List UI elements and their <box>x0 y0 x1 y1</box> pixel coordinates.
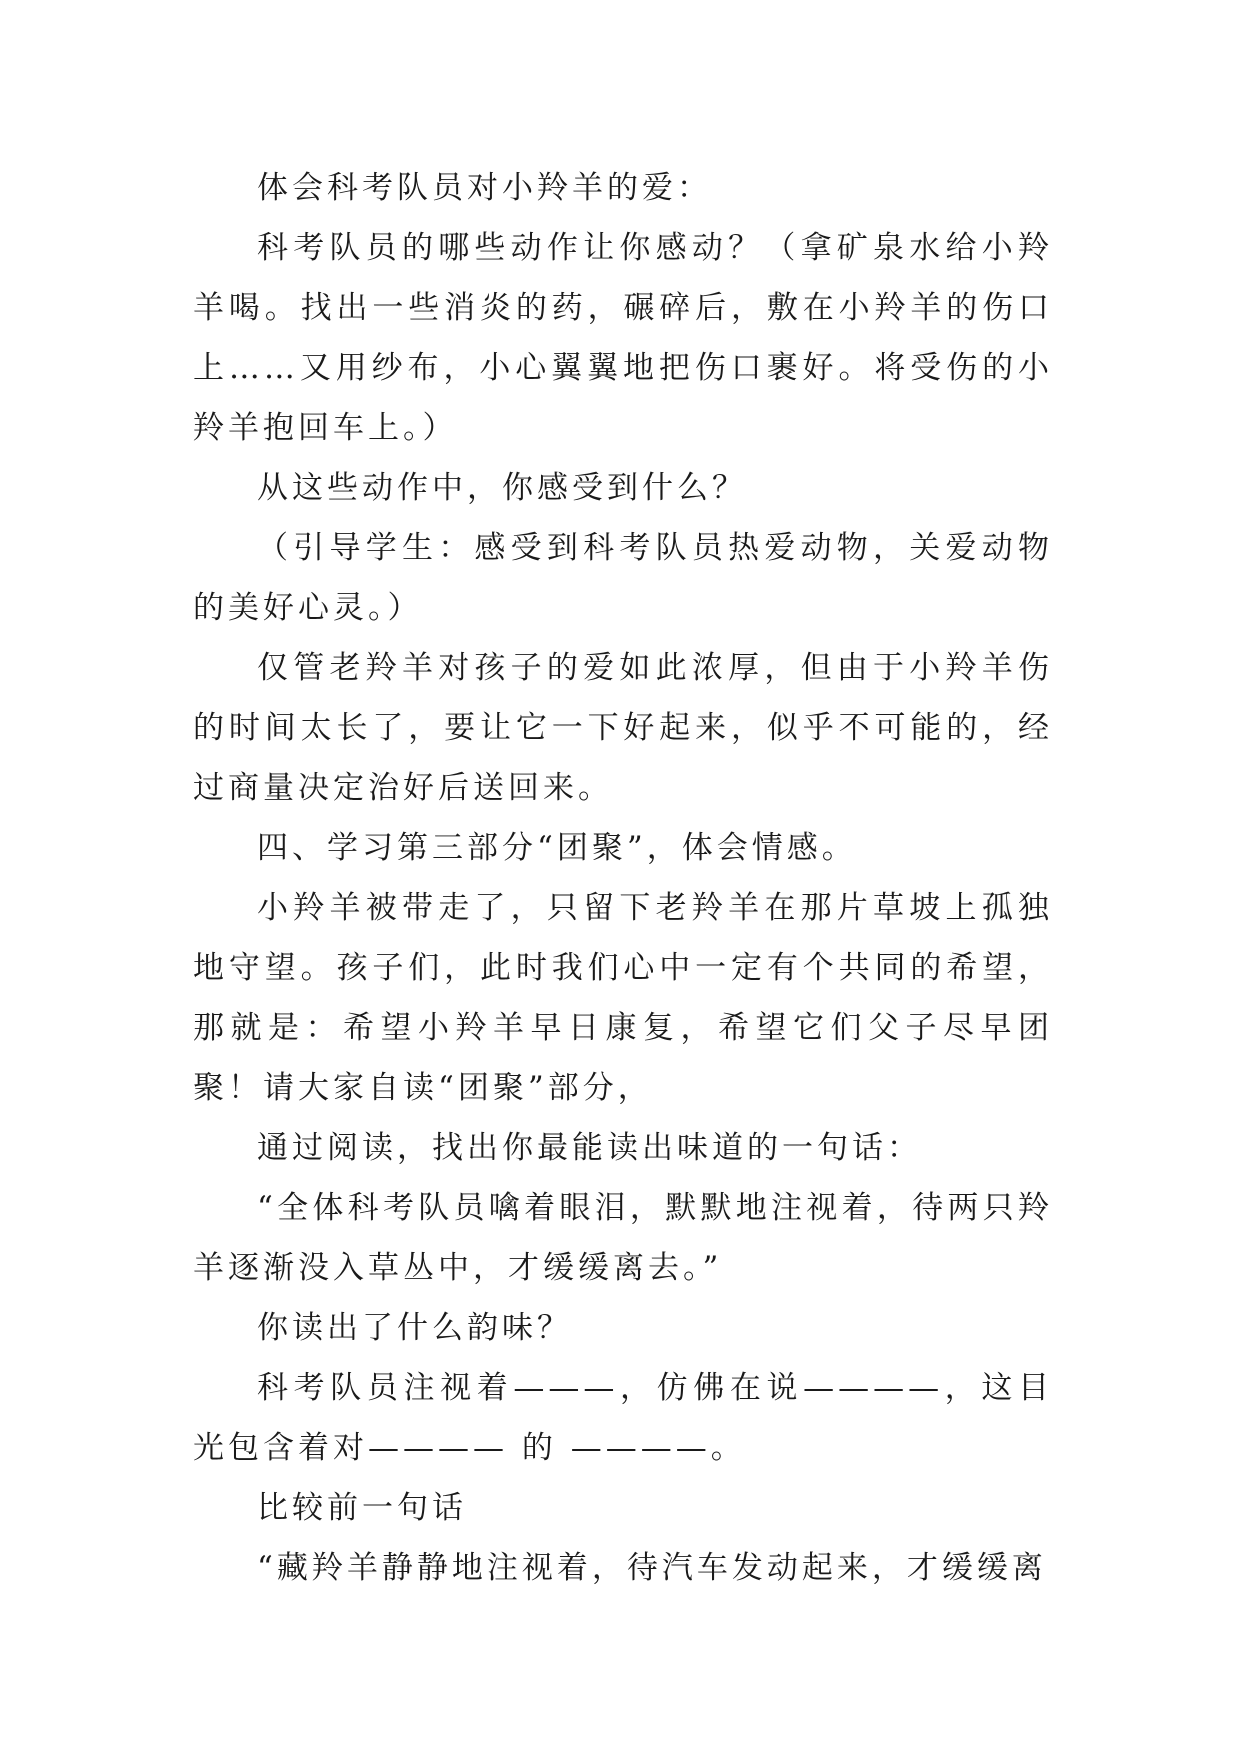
paragraph-compare: 比较前一句话 <box>257 1490 467 1526</box>
paragraph-section-four: 四、学习第三部分“团聚”，体会情感。 <box>257 830 857 866</box>
paragraph-find-sentence: 通过阅读，找出你最能读出味道的一句话： <box>257 1130 922 1166</box>
paragraph-actions-question: 科考队员的哪些动作让你感动？（拿矿泉水给小羚羊喝。找出一些消炎的药，碾碎后，敷在小羚羊的伤口上……又用纱布，小心翼翼地把伤口裹好。将受伤的小羚羊抱回车上。） <box>193 230 1053 446</box>
paragraph-reunion-intro: 小羚羊被带走了，只留下老羚羊在那片草坡上孤独地守望。孩子们，此时我们心中一定有个共同的希望，那就是：希望小羚羊早日康复，希望它们父子尽早团聚！请大家自读“团聚”部分， <box>193 890 1053 1106</box>
paragraph-feeling-question: 从这些动作中，你感受到什么？ <box>257 470 747 506</box>
paragraph-quote-antelope: “藏羚羊静静地注视着，待汽车发动起来，才缓缓离 <box>257 1550 1047 1586</box>
paragraph-guidance: （引导学生：感受到科考队员热爱动物，关爱动物的美好心灵。） <box>193 530 1053 626</box>
paragraph-fill-blank: 科考队员注视着———，仿佛在说————，这目光包含着对———— 的 ————。 <box>193 1370 1053 1466</box>
paragraph-flavor-question: 你读出了什么韵味？ <box>257 1310 572 1346</box>
paragraph-quote-team: “全体科考队员噙着眼泪，默默地注视着，待两只羚羊逐渐没入草丛中，才缓缓离去。” <box>193 1190 1053 1286</box>
paragraph-treatment: 仅管老羚羊对孩子的爱如此浓厚，但由于小羚羊伤的时间太长了，要让它一下好起来，似乎不可能的，经过商量决定治好后送回来。 <box>193 650 1053 806</box>
paragraph-heading-love: 体会科考队员对小羚羊的爱： <box>257 170 712 206</box>
document-body <box>193 158 1053 1598</box>
